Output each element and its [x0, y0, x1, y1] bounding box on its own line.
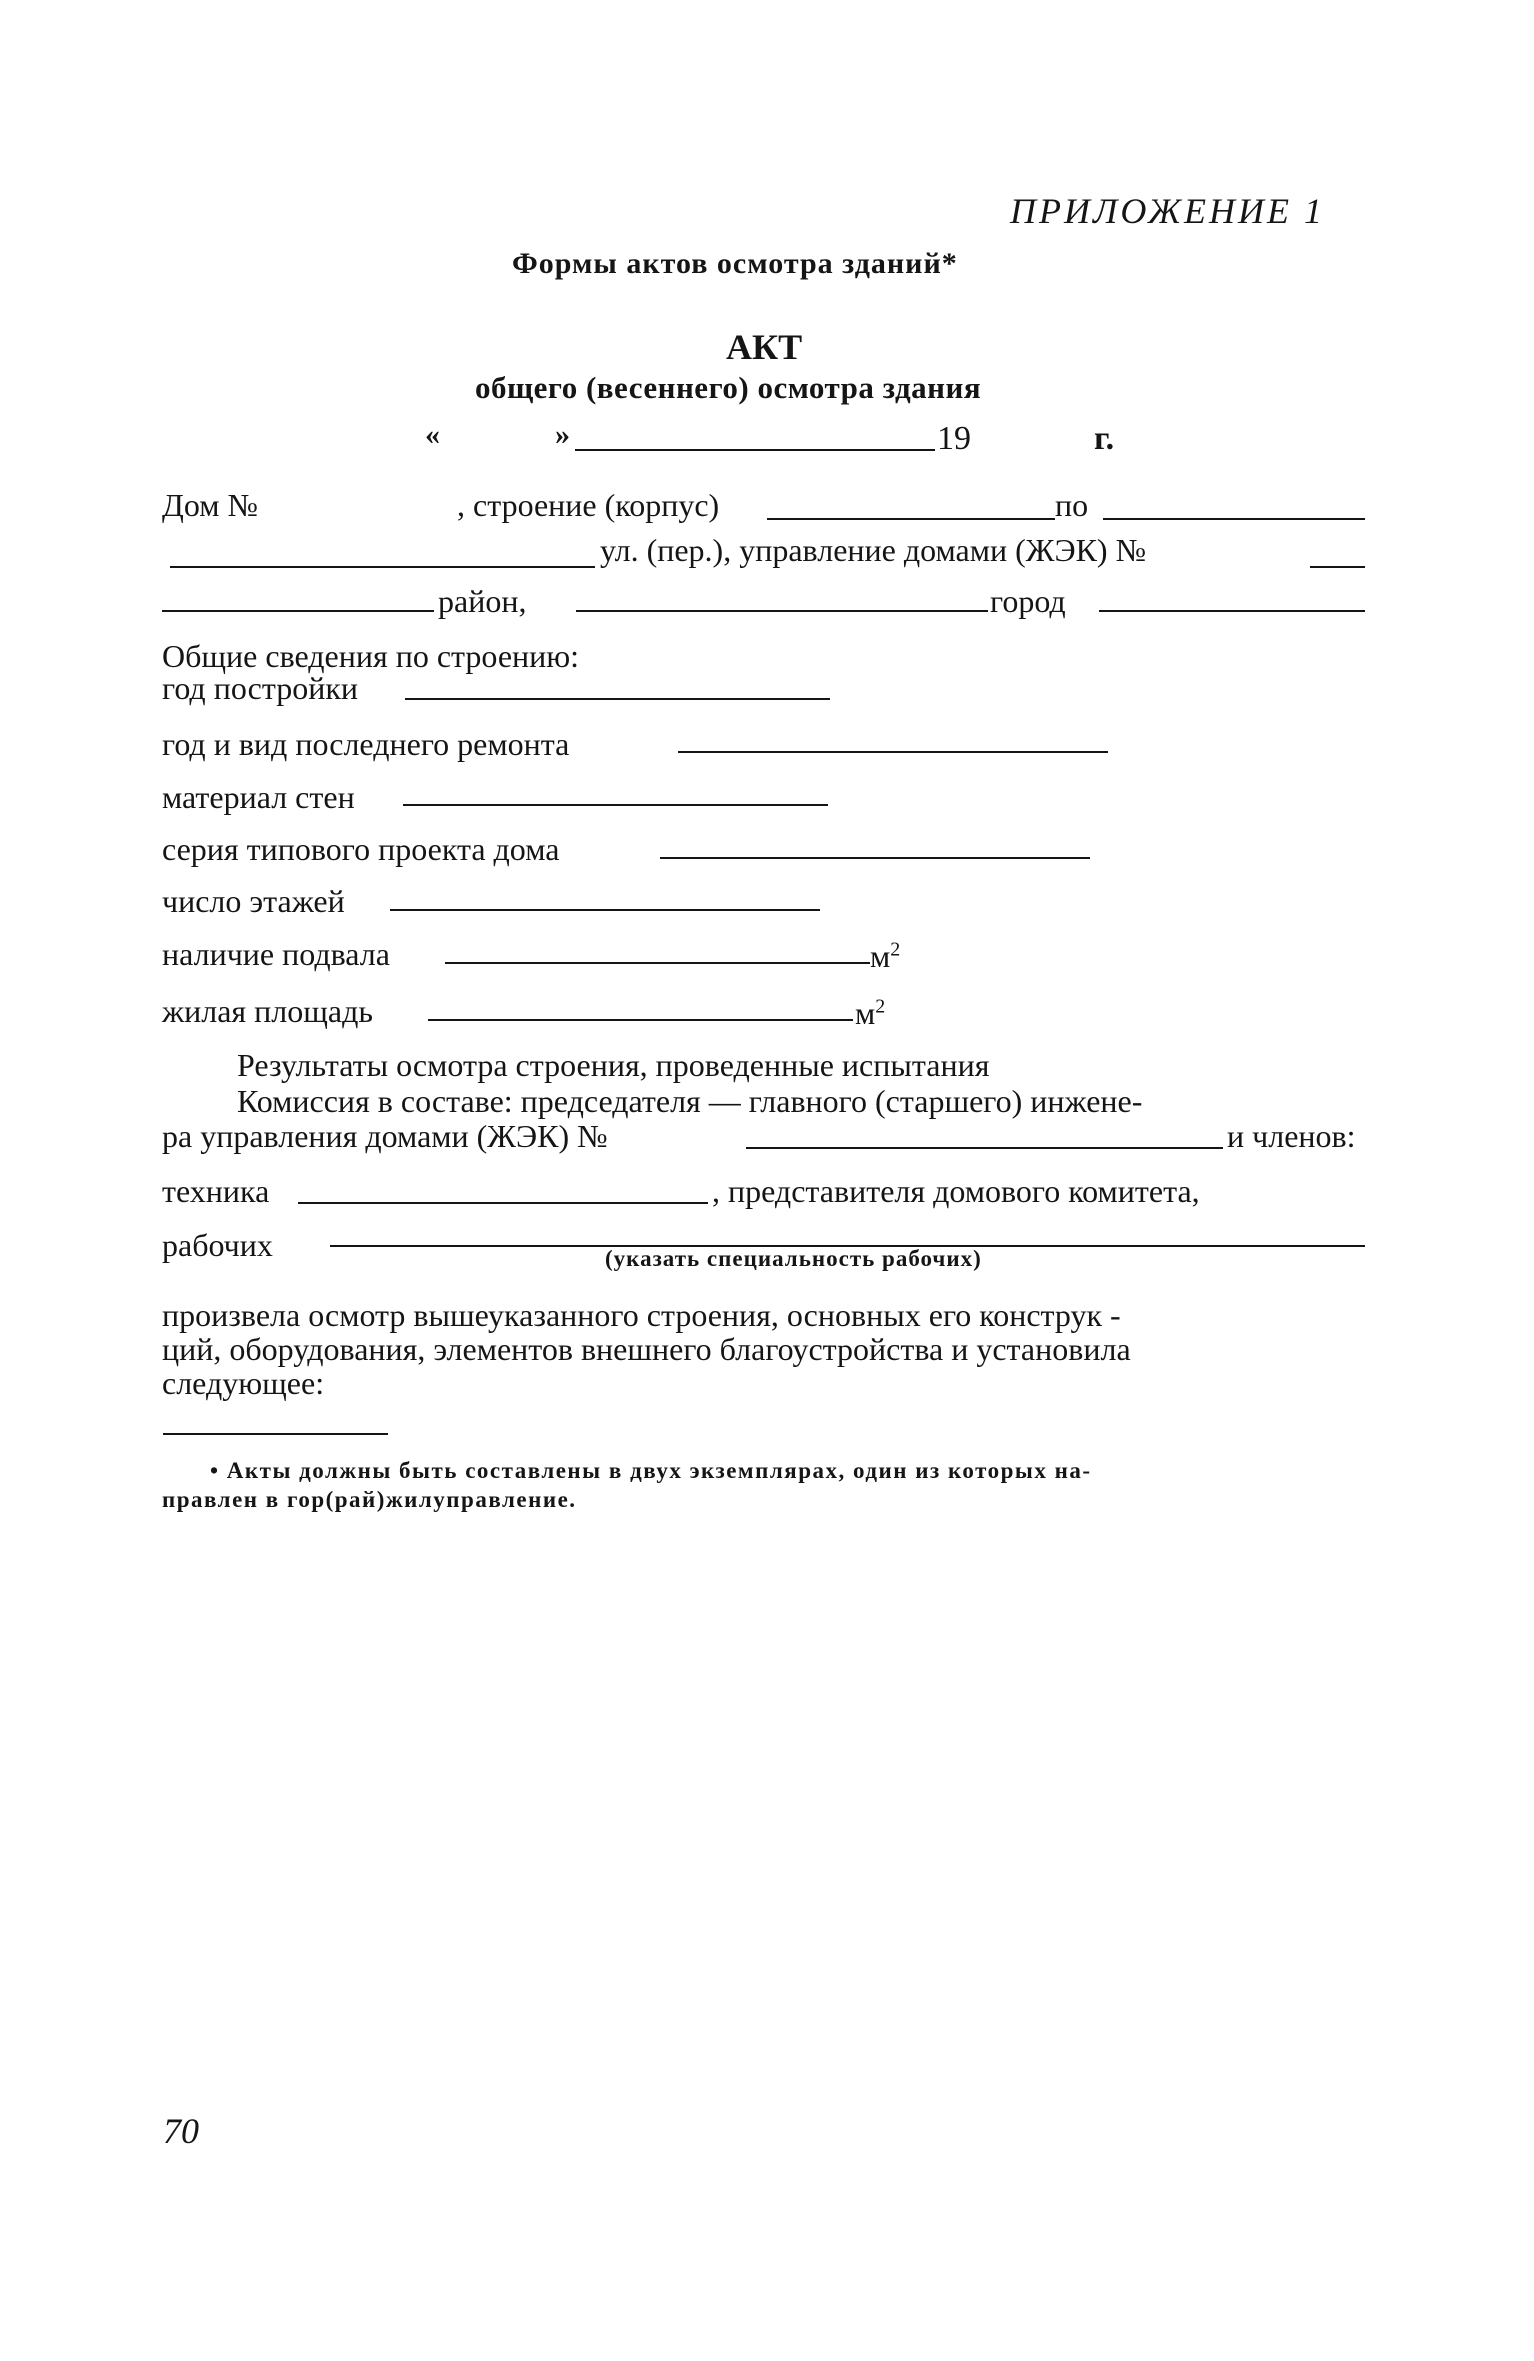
city-label: город — [990, 583, 1066, 619]
general-heading: Общие сведения по строению: — [162, 638, 580, 674]
act-subtitle: общего (весеннего) осмотра здания — [475, 370, 982, 405]
house-label: Дом № — [162, 487, 258, 523]
along-label: по — [1055, 487, 1089, 523]
date-open-quote: « — [425, 418, 440, 451]
commission-line-2-suffix: и членов: — [1227, 1118, 1356, 1154]
date-year-prefix: 19 — [937, 420, 971, 457]
commission-line-1: Комиссия в составе: председателя — главного (старшего) инжене- — [237, 1083, 1143, 1119]
building-label: , строение (корпус) — [457, 487, 720, 523]
act-title: АКТ — [726, 327, 803, 367]
wall-material-label: материал стен — [162, 779, 355, 815]
date-year-suffix: г. — [1094, 420, 1115, 457]
along-line — [1103, 518, 1365, 520]
project-series-label: серия типового проекта дома — [162, 831, 560, 867]
conclusion-line-1: произвела осмотр вышеуказанного строения, основных его конструк - — [162, 1297, 1121, 1333]
results-heading: Результаты осмотра строения, проведенные испытания — [237, 1047, 990, 1083]
workers-caption: (указать специальность рабочих) — [605, 1246, 982, 1271]
city-pre-line — [576, 610, 988, 612]
appendix-label: ПРИЛОЖЕНИЕ 1 — [1010, 191, 1325, 231]
floors-label: число этажей — [162, 883, 345, 919]
workers-label: рабочих — [162, 1227, 273, 1263]
zhek-number-line — [1310, 566, 1365, 568]
date-close-quote: » — [555, 418, 570, 451]
technician-label: техника — [162, 1173, 270, 1209]
year-built-label: год постройки — [162, 670, 358, 706]
footnote-divider — [163, 1433, 388, 1435]
floors-line — [390, 909, 820, 911]
city-line — [1099, 610, 1365, 612]
last-repair-label: год и вид последнего ремонта — [162, 726, 570, 762]
conclusion-line-3: следующее: — [162, 1365, 325, 1401]
district-line — [162, 610, 434, 612]
conclusion-line-2: ций, оборудования, элементов внешнего благоустройства и установила — [162, 1331, 1131, 1367]
page-number: 70 — [163, 2111, 199, 2151]
living-area-label: жилая площадь — [162, 993, 373, 1029]
zhek-line — [746, 1147, 1223, 1149]
basement-line — [445, 962, 870, 964]
forms-title: Формы актов осмотра зданий* — [512, 247, 958, 280]
living-area-line — [428, 1019, 853, 1021]
technician-line — [298, 1202, 708, 1204]
project-series-line — [660, 857, 1090, 859]
commission-line-2-prefix: ра управления домами (ЖЭК) № — [162, 1118, 608, 1154]
living-area-unit: $м^2$ — [855, 995, 886, 1031]
street-label: ул. (пер.), управление домами (ЖЭК) № — [600, 532, 1147, 568]
street-line — [170, 566, 595, 568]
footnote-line-1: • Акты должны быть составлены в двух экземплярах, один из которых на- — [210, 1458, 1092, 1483]
basement-label: наличие подвала — [162, 936, 390, 972]
date-month-line — [575, 449, 935, 451]
building-line — [767, 518, 1055, 520]
footnote-line-2: правлен в гор(рай)жилуправление. — [162, 1487, 577, 1512]
basement-unit: $м^2$ — [870, 938, 901, 974]
district-label: район, — [438, 583, 527, 619]
wall-material-line — [403, 804, 828, 806]
year-built-line — [405, 698, 830, 700]
last-repair-line — [678, 751, 1108, 753]
committee-label: , представителя домового комитета, — [712, 1173, 1200, 1209]
